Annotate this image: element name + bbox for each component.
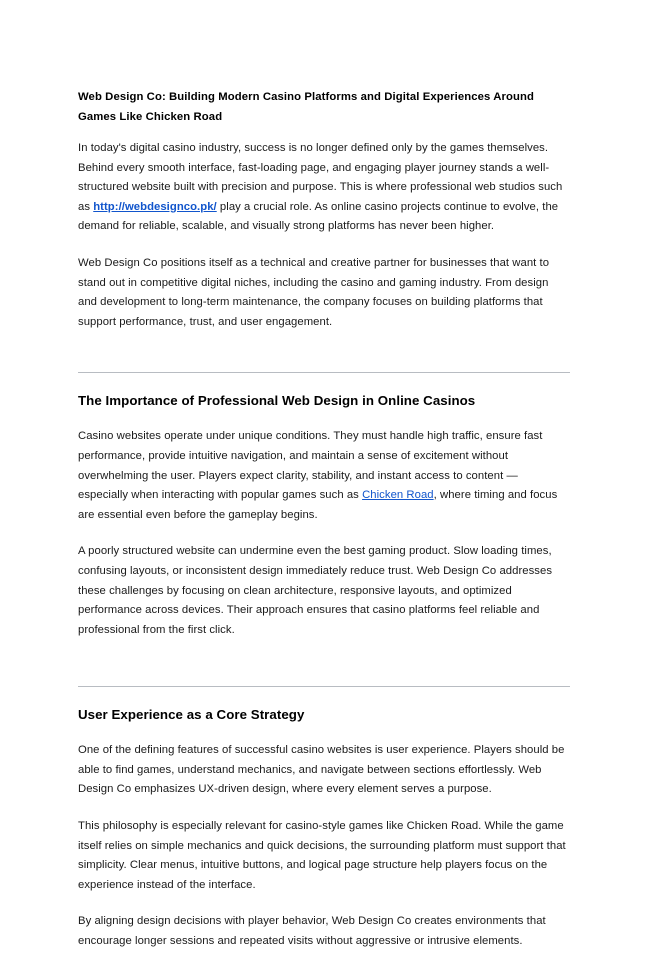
intro-paragraph-1-text-after: play a crucial role. As online casino projects continue to evolve, the demand for reliable, scalable, and visually strong platforms has never been higher.: [78, 200, 559, 233]
section-1-paragraph-1-text-after: , where timing and focus are essential even before the gameplay begins.: [78, 489, 558, 521]
intro-paragraph-1-text-before: In today's digital casino industry, success is no longer defined only by the games themselves. Behind every smooth interface, fast-loading page, and engaging player journey stands a well-structured website built with precision and purpose. This is where professional web studios such as: [78, 142, 563, 213]
section-1-paragraph-2: A poorly structured website can undermine even the best gaming product. Slow loading times, confusing layouts, or inconsistent design immediately reduce trust. Web Design Co addresses these challenges by focusing on clean architecture, responsive layouts, and optimized performance across devices. Their approach ensures that casino platforms feel reliable and professional from the first click.: [78, 545, 553, 636]
document-title: Web Design Co: Building Modern Casino Platforms and Digital Experiences Around Games Like Chicken Road: [78, 91, 534, 123]
intro-paragraph-1: [78, 139, 570, 237]
section-2-paragraph-2: This philosophy is especially relevant for casino-style games like Chicken Road. While the game itself relies on simple mechanics and quick decisions, the surrounding platform must support that simplicity. Clear menus, intuitive buttons, and logical page structure help players focus on the experience instead of the interface.: [78, 820, 566, 891]
section-heading-user-experience: User Experience as a Core Strategy: [78, 707, 305, 723]
document-content: [78, 88, 570, 969]
section-1-paragraph-1-text-before: Casino websites operate under unique conditions. They must handle high traffic, ensure fast performance, provide intuitive navigation, and maintain a sense of excitement without overwhelming the user. Players expect clarity, stability, and instant access to content — especially when interacting with popular games such as: [78, 430, 543, 502]
section-spacer-1: [78, 349, 570, 355]
section-divider-1: [78, 372, 570, 373]
intro-paragraph-2: Web Design Co positions itself as a technical and creative partner for businesses that want to stand out in competitive digital niches, including the casino and gaming industry. From design and development to long-term maintenance, the company focuses on building platforms that support performance, trust, and user engagement.: [78, 256, 550, 328]
section-heading-importance: The Importance of Professional Web Design in Online Casinos: [78, 393, 476, 409]
section-1-paragraph-1: [78, 427, 570, 525]
chicken-road-link[interactable]: Chicken Road: [362, 489, 434, 502]
section-2-paragraph-1: One of the defining features of successful casino websites is user experience. Players should be able to find games, understand mechanics, and navigate between sections effortlessly. Web Design Co emphasizes UX-driven design, where every element serves a purpose.: [78, 744, 565, 796]
section-divider-2: [78, 686, 570, 687]
webdesignco-link[interactable]: http://webdesignco.pk/: [93, 200, 217, 213]
section-2-paragraph-3: By aligning design decisions with player behavior, Web Design Co creates environments that encourage longer sessions and repeated visits without aggressive or intrusive elements.: [78, 915, 546, 948]
section-spacer-2: [78, 657, 570, 669]
